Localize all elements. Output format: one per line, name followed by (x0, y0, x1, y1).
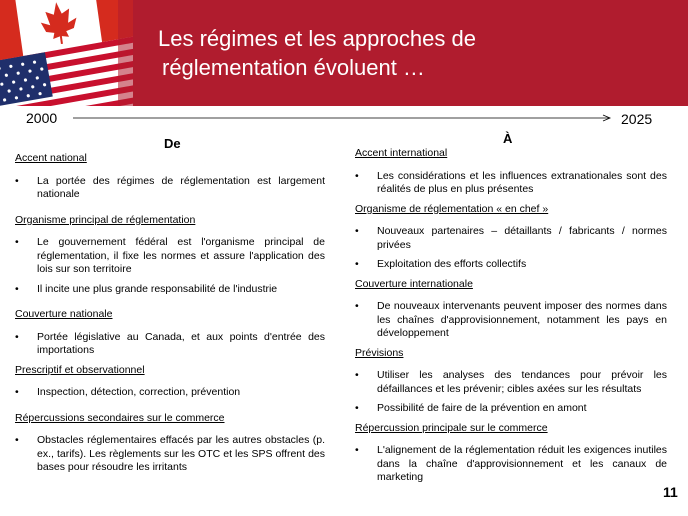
section-title: Répercussions secondaires sur le commerce (15, 411, 225, 424)
section-title: Prescriptif et observationnel (15, 363, 145, 376)
left-column-heading: De (164, 136, 181, 151)
page-number: 11 (663, 484, 678, 500)
section-title: Accent international (355, 147, 448, 159)
bullet-text: Le gouvernement fédéral est l'organisme principal de réglementation, il fixe les normes et assure l'application des lois sur son territoire (37, 236, 325, 275)
bullet-item (355, 170, 667, 197)
bullet-text: La portée des régimes de réglementation est largement nationale (37, 174, 325, 200)
timeline (0, 106, 688, 134)
bullet-icon: • (355, 444, 359, 456)
bullet-text: Possibilité de faire de la prévention en amont (377, 402, 587, 414)
left-column (15, 152, 325, 481)
bullet-icon: • (355, 300, 359, 312)
bullet-text: De nouveaux intervenants peuvent imposer des normes dans les chaînes d'approvisionnement, notamment les pays en développement (377, 300, 667, 339)
left-section (15, 364, 325, 400)
section-title: Accent national (15, 152, 87, 164)
bullet-item (15, 331, 325, 358)
right-section (355, 422, 667, 485)
slide-title-line1: Les régimes et les approches de (158, 26, 476, 51)
bullet-item (15, 236, 325, 277)
bullet-icon: • (15, 282, 19, 295)
bullet-text: Inspection, détection, correction, prévention (37, 386, 241, 398)
timeline-start-year: 2000 (26, 110, 58, 126)
bullet-item (15, 386, 325, 400)
bullet-item (355, 444, 667, 485)
bullet-item (355, 369, 667, 396)
canada-usa-flags-image (0, 0, 133, 106)
bullet-text: Nouveaux partenaires – détaillants / fabricants / normes privées (377, 225, 667, 251)
bullet-icon: • (15, 236, 19, 248)
section-title: Couverture nationale (15, 308, 113, 320)
bullet-text: Obstacles réglementaires effacés par les autres obstacles (p. ex., tarifs). Les règlements sur les OTC et les SPS offrent des bases pour résoudre les irritants (37, 434, 325, 473)
right-section (355, 278, 667, 341)
bullet-icon: • (355, 169, 359, 182)
bullet-icon: • (355, 225, 359, 237)
bullet-text: Portée législative au Canada, et aux points d'entrée des importations (37, 330, 325, 356)
section-title: Organisme principal de réglementation (15, 213, 196, 226)
section-title: Répercussion principale sur le commerce (355, 421, 548, 434)
right-column (355, 147, 667, 491)
timeline-arrow-icon (73, 112, 613, 124)
bullet-icon: • (15, 174, 19, 187)
bullet-item (15, 283, 325, 297)
left-section (15, 308, 325, 358)
right-section (355, 147, 667, 197)
bullet-icon: • (355, 369, 359, 381)
left-section (15, 214, 325, 297)
bullet-text: Exploitation des efforts collectifs (377, 258, 527, 270)
bullet-item (15, 434, 325, 475)
slide-header (0, 0, 688, 106)
bullet-icon: • (15, 434, 19, 446)
bullet-icon: • (15, 330, 19, 343)
right-section (355, 203, 667, 272)
right-section (355, 347, 667, 416)
section-title: Couverture internationale (355, 277, 473, 290)
slide-title-line2: réglementation évoluent … (162, 55, 425, 80)
bullet-text: Les considérations et les influences extranationales sont des réalités de plus en plus présentes (377, 169, 667, 195)
section-title: Prévisions (355, 346, 404, 359)
bullet-item (355, 225, 667, 252)
bullet-icon: • (355, 402, 359, 414)
left-section (15, 152, 325, 202)
bullet-item (355, 402, 667, 416)
bullet-text: Utiliser les analyses des tendances pour prévoir les défaillances et les prévenir; cibles axées sur les résultats (377, 369, 667, 395)
bullet-text: Il incite une plus grande responsabilité de l'industrie (37, 282, 278, 295)
timeline-end-year: 2025 (621, 111, 653, 127)
bullet-item (355, 258, 667, 272)
left-section (15, 412, 325, 475)
slide-title (158, 24, 658, 82)
bullet-icon: • (355, 258, 359, 270)
right-column-heading: À (503, 131, 513, 146)
bullet-icon: • (15, 386, 19, 398)
section-title: Organisme de réglementation « en chef » (355, 202, 549, 215)
bullet-text: L'alignement de la réglementation réduit les exigences inutiles dans la chaîne d'approvisionnement et les canaux de marketing (377, 444, 667, 483)
bullet-item (15, 175, 325, 202)
bullet-item (355, 300, 667, 341)
